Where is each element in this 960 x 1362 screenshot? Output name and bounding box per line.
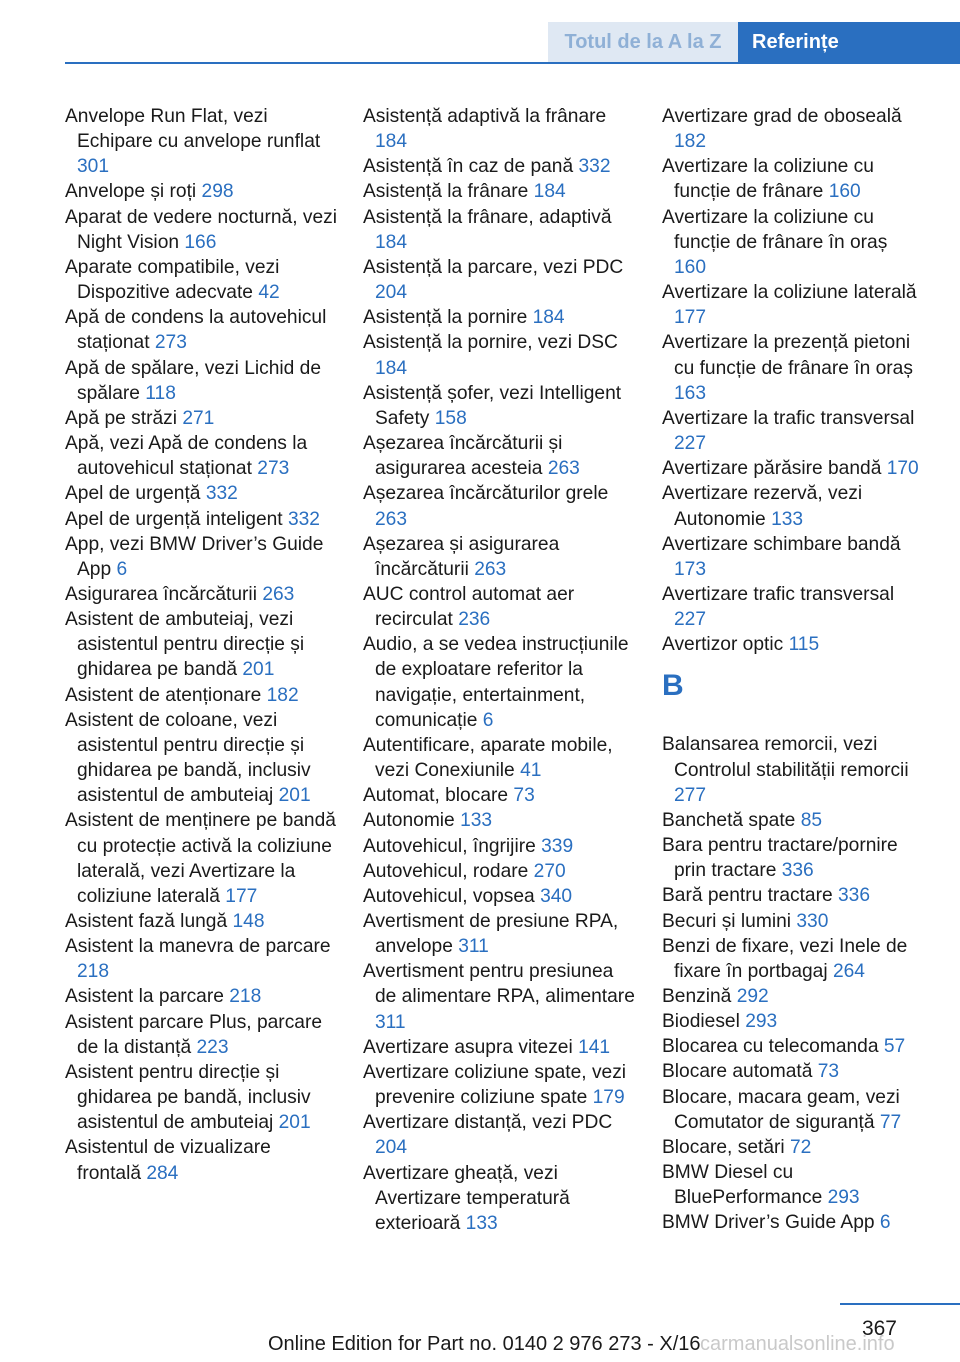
page-reference-link[interactable]: 118 xyxy=(145,382,176,404)
index-entry xyxy=(363,305,635,330)
index-entry-text: Automat, blocare xyxy=(363,785,509,807)
page-reference-link[interactable]: 177 xyxy=(225,885,258,907)
header-section-label: Totul de la A la Z xyxy=(564,30,722,53)
page-reference-link[interactable]: 182 xyxy=(266,684,299,706)
index-entry xyxy=(363,959,635,1034)
index-entry-text: Așezarea și asigurarea încărcăturii xyxy=(363,533,560,580)
index-entry-text: Asistență la pornire xyxy=(363,307,528,329)
index-entry-text: Asistență la parcare, vezi PDC xyxy=(363,256,624,278)
index-entry xyxy=(662,205,924,280)
index-entry xyxy=(662,104,924,154)
index-entry-text: Asistență la frânare xyxy=(363,181,529,203)
index-column-3 xyxy=(662,104,924,1236)
index-entry xyxy=(363,255,635,305)
index-entry xyxy=(65,104,337,179)
page-reference-link[interactable]: 73 xyxy=(817,1061,840,1083)
index-entry-text: Avertisment de presiune RPA, anvelope xyxy=(363,911,619,958)
page-reference-link[interactable]: 158 xyxy=(434,407,467,429)
index-entry xyxy=(662,1059,924,1084)
index-entry-text: Așezarea încărcăturii și asigurarea acesteia xyxy=(363,433,563,480)
index-entry-text: Apă de spălare, vezi Lichid de spălare xyxy=(65,357,321,404)
page-reference-link[interactable]: 263 xyxy=(375,508,408,530)
index-entry xyxy=(363,381,635,431)
index-entry-text: Avertizare la coliziune laterală xyxy=(662,282,917,304)
page-reference-link[interactable]: 201 xyxy=(278,1112,311,1134)
index-entry-text: Apă de condens la autovehicul staționat xyxy=(65,307,327,354)
index-entry xyxy=(65,507,337,532)
page-reference-link[interactable]: 271 xyxy=(182,407,215,429)
page-reference-link[interactable]: 311 xyxy=(458,936,489,958)
page-reference-link[interactable]: 42 xyxy=(258,282,280,304)
index-entry-text: Aparate compatibile, vezi Dispozitive adecvate xyxy=(65,256,280,304)
page-reference-link[interactable]: 298 xyxy=(201,181,234,203)
index-entry xyxy=(65,406,337,431)
index-entry xyxy=(363,582,635,632)
index-entry xyxy=(363,808,635,833)
index-entry xyxy=(363,859,635,884)
index-entry-text: Apel de urgență xyxy=(65,483,201,505)
index-entry xyxy=(662,456,924,481)
page-reference-link[interactable]: 292 xyxy=(736,986,769,1007)
page-reference-link[interactable]: 6 xyxy=(116,558,128,580)
index-entry-text: Autovehicul, îngrijire xyxy=(363,835,536,857)
index-entry-text: Avertizare grad de oboseală xyxy=(662,106,902,127)
header-active-label: Referințe xyxy=(752,30,839,53)
index-entry-text: Asistent pentru direcție și ghidarea pe bandă, inclusiv asistentul de ambuteiaj xyxy=(65,1061,311,1134)
page-reference-link[interactable]: 184 xyxy=(375,231,408,253)
page-reference-link[interactable]: 141 xyxy=(578,1036,611,1058)
index-entry xyxy=(662,481,924,531)
index-entry xyxy=(363,104,635,154)
page-reference-link[interactable]: 184 xyxy=(375,357,408,379)
index-entry xyxy=(65,984,337,1009)
index-entry xyxy=(662,1034,924,1059)
page-reference-link[interactable]: 218 xyxy=(77,961,110,983)
index-entry-text: Aparat de vedere nocturnă, vezi Night Vision xyxy=(65,206,337,253)
index-entry xyxy=(363,330,635,380)
index-entry xyxy=(363,179,635,204)
index-entry-text: BMW Driver’s Guide App xyxy=(662,1212,875,1234)
page-reference-link[interactable]: 340 xyxy=(540,885,573,907)
index-entry xyxy=(662,154,924,204)
index-entry-text: Asistent de atenționare xyxy=(65,684,262,706)
index-entry xyxy=(65,481,337,506)
index-entry-text: Autonomie xyxy=(363,810,455,832)
index-entry-text: AUC control automat aer recirculat xyxy=(363,583,575,631)
index-entry xyxy=(65,683,337,708)
page-reference-link[interactable]: 73 xyxy=(513,785,535,807)
index-entry xyxy=(662,1210,924,1235)
index-entry-text: Benzină xyxy=(662,986,732,1007)
index-entry-text: Avertizare la coliziune cu funcție de frânare în oraș xyxy=(662,206,888,253)
index-entry-text: Blocare automată xyxy=(662,1061,813,1083)
index-entry xyxy=(363,431,635,481)
page-reference-link[interactable]: 277 xyxy=(674,784,707,806)
index-entry xyxy=(662,1009,924,1034)
index-entry xyxy=(363,1161,635,1236)
index-entry xyxy=(662,1085,924,1135)
page-reference-link[interactable]: 284 xyxy=(146,1162,179,1184)
index-entry xyxy=(65,179,337,204)
index-entry xyxy=(662,1160,924,1210)
page-reference-link[interactable]: 6 xyxy=(879,1212,891,1234)
index-entry xyxy=(662,532,924,582)
page-reference-link[interactable]: 204 xyxy=(375,1137,408,1159)
index-entry-text: Becuri și lumini xyxy=(662,910,792,932)
page-reference-link[interactable]: 311 xyxy=(375,1011,406,1033)
index-entry xyxy=(65,431,337,481)
page-reference-link[interactable]: 330 xyxy=(796,910,829,932)
page-reference-link[interactable]: 301 xyxy=(77,156,110,178)
index-entry-text: Asistent parcare Plus, parcare de la distanță xyxy=(65,1011,323,1058)
page-reference-link[interactable]: 236 xyxy=(458,609,491,631)
page-reference-link[interactable]: 133 xyxy=(465,1212,498,1234)
index-entry-text: Avertizare schimbare bandă xyxy=(662,533,901,555)
index-entry-text: Asistent la manevra de parcare xyxy=(65,936,331,958)
index-entry xyxy=(363,481,635,531)
page-reference-link[interactable]: 270 xyxy=(533,860,566,882)
index-entry xyxy=(363,783,635,808)
index-entry xyxy=(65,1135,337,1185)
index-entry xyxy=(662,909,924,934)
index-entry-text: Asigurarea încărcăturii xyxy=(65,583,257,605)
index-entry xyxy=(662,406,924,456)
index-entry-text: Asistență șofer, vezi Intelligent Safety xyxy=(363,382,622,429)
index-entry xyxy=(65,934,337,984)
index-entry-text: Asistență la frânare, adaptivă xyxy=(363,206,612,228)
index-entry-text: Avertizare rezervă, vezi Autonomie xyxy=(662,483,863,530)
index-entry-text: Asistent de coloane, vezi asistentul pentru direcție și ghidarea pe bandă, inclusiv asistentul de ambuteiaj xyxy=(65,709,311,807)
index-entry xyxy=(65,532,337,582)
page-reference-link[interactable]: 293 xyxy=(827,1187,860,1209)
page-reference-link[interactable]: 339 xyxy=(541,835,574,857)
index-entry-text: Avertizare coliziune spate, vezi prevenire coliziune spate xyxy=(363,1061,627,1109)
page-reference-link[interactable]: 184 xyxy=(532,307,565,329)
index-entry xyxy=(662,808,924,833)
index-entry-text: Apă, vezi Apă de condens la autovehicul staționat xyxy=(65,433,308,480)
index-entry-text: Anvelope Run Flat, vezi Echipare cu anvelope runflat xyxy=(65,106,321,153)
page-reference-link[interactable]: 264 xyxy=(832,960,865,982)
page-reference-link[interactable]: 184 xyxy=(533,181,566,203)
page-reference-link[interactable]: 115 xyxy=(788,634,820,656)
index-entry xyxy=(363,834,635,859)
page-reference-link[interactable]: 182 xyxy=(674,131,707,153)
index-entry xyxy=(363,532,635,582)
index-entry xyxy=(65,1060,337,1135)
page-reference-link[interactable]: 77 xyxy=(879,1111,902,1133)
index-entry xyxy=(65,255,337,305)
index-entry-text: Avertizare trafic transversal xyxy=(662,583,895,605)
index-entry-text: Asistent fază lungă xyxy=(65,911,228,932)
index-entry-text: Avertizare la trafic transversal xyxy=(662,407,915,429)
page-reference-link[interactable]: 170 xyxy=(886,458,919,480)
index-column-2 xyxy=(363,104,635,1236)
index-entry-text: Avertizare la prezență pietoni cu funcție de frânare în oraș xyxy=(662,332,913,379)
page-reference-link[interactable]: 227 xyxy=(674,433,707,455)
page-reference-link[interactable]: 166 xyxy=(184,231,217,253)
index-entry xyxy=(363,909,635,959)
page-reference-link[interactable]: 332 xyxy=(287,508,320,530)
index-entry xyxy=(662,582,924,632)
page-reference-link[interactable]: 160 xyxy=(674,256,707,278)
index-entry-text: Bară pentru tractare xyxy=(662,885,833,907)
page-reference-link[interactable]: 336 xyxy=(838,885,871,907)
index-entry xyxy=(363,884,635,909)
page-reference-link[interactable]: 227 xyxy=(674,609,707,631)
index-entry-text: Avertizor optic xyxy=(662,634,784,656)
index-entry xyxy=(363,205,635,255)
index-entry xyxy=(65,607,337,682)
index-entry-text: BMW Diesel cu BluePerformance xyxy=(662,1162,823,1209)
index-entry-text: Avertisment pentru presiunea de alimentare RPA, alimentare xyxy=(363,961,635,1008)
index-entry-text: Benzi de fixare, vezi Inele de fixare în portbagaj xyxy=(662,935,908,982)
index-entry-text: Balansarea remorcii, vezi Controlul stabilității remorcii xyxy=(662,734,909,781)
page-reference-link[interactable]: 293 xyxy=(745,1011,778,1033)
page-reference-link[interactable]: 332 xyxy=(578,156,611,178)
index-entry-text: Avertizare asupra vitezei xyxy=(363,1036,573,1058)
index-entry xyxy=(662,280,924,330)
index-entry-text: Avertizare părăsire bandă xyxy=(662,458,882,480)
index-entry-text: Asistență în caz de pană xyxy=(363,156,574,178)
index-letter-heading: B xyxy=(662,669,684,703)
page-reference-link[interactable]: 204 xyxy=(375,282,408,304)
index-entry xyxy=(65,708,337,809)
page-reference-link[interactable]: 201 xyxy=(242,659,275,681)
index-entry xyxy=(65,305,337,355)
page-reference-link[interactable]: 133 xyxy=(771,508,804,530)
page-reference-link[interactable]: 57 xyxy=(883,1036,906,1058)
index-entry xyxy=(363,733,635,783)
page-reference-link[interactable]: 72 xyxy=(789,1136,812,1158)
index-entry xyxy=(363,1035,635,1060)
index-entry-text: Biodiesel xyxy=(662,1011,740,1033)
index-entry-text: Blocare, macara geam, vezi Comutator de siguranță xyxy=(662,1086,900,1133)
index-entry-text: Bara pentru tractare/pornire prin tractare xyxy=(662,835,898,882)
header-section-tab xyxy=(548,22,738,62)
index-entry-text: Asistență la pornire, vezi DSC xyxy=(363,332,618,354)
watermark: carmanualsonline.info xyxy=(700,1333,895,1355)
index-entry xyxy=(662,1135,924,1160)
page-reference-link[interactable]: 184 xyxy=(375,131,408,153)
page-reference-link[interactable]: 133 xyxy=(460,810,493,832)
index-entry-text: Audio, a se vedea instrucțiunile de exploatare referitor la navigație, entertainment, comunicație xyxy=(363,634,629,731)
index-entry-text: Banchetă spate xyxy=(662,809,796,831)
index-entry xyxy=(65,582,337,607)
index-entry xyxy=(662,883,924,908)
header-active-tab xyxy=(738,22,960,62)
page-reference-link[interactable]: 332 xyxy=(205,483,238,505)
page-reference-link[interactable]: 163 xyxy=(674,382,707,404)
index-entry xyxy=(363,154,635,179)
footer-divider xyxy=(840,1303,960,1305)
index-entry xyxy=(363,1060,635,1110)
index-entry xyxy=(363,1110,635,1160)
page-reference-link[interactable]: 179 xyxy=(592,1087,625,1109)
index-entry-text: Avertizare la coliziune cu funcție de frânare xyxy=(662,156,874,203)
index-entry-text: Asistentul de vizualizare frontală xyxy=(65,1137,271,1184)
page-reference-link[interactable]: 41 xyxy=(520,760,542,782)
page-reference-link[interactable]: 223 xyxy=(196,1036,229,1058)
page-reference-link[interactable]: 6 xyxy=(482,709,494,731)
page-reference-link[interactable]: 273 xyxy=(154,332,187,354)
index-entry-text: Blocarea cu telecomanda xyxy=(662,1036,879,1058)
index-entry-text: Autovehicul, vopsea xyxy=(363,885,535,907)
page-reference-link[interactable]: 263 xyxy=(547,458,580,480)
index-entry xyxy=(662,330,924,405)
index-entry-text: Asistență adaptivă la frânare xyxy=(363,106,607,127)
index-entry xyxy=(65,205,337,255)
index-entry xyxy=(65,1010,337,1060)
index-entry xyxy=(363,632,635,733)
page-number: 367 xyxy=(861,1317,897,1340)
index-entry-text: Autentificare, aparate mobile, vezi Conexiunile xyxy=(363,734,613,782)
index-entry-text: Apel de urgență inteligent xyxy=(65,508,283,530)
index-entry xyxy=(662,632,924,657)
page-reference-link[interactable]: 177 xyxy=(674,307,707,329)
index-entry xyxy=(662,984,924,1009)
index-entry-text: Avertizare distanță, vezi PDC xyxy=(363,1112,613,1134)
page-reference-link[interactable]: 263 xyxy=(474,558,507,580)
index-entry-text: Blocare, setări xyxy=(662,1136,785,1158)
index-entry xyxy=(65,909,337,934)
edition-line: Online Edition for Part no. 0140 2 976 273 - X/16 xyxy=(268,1333,701,1355)
index-entry-text: Așezarea încărcăturilor grele xyxy=(363,483,609,505)
index-entry xyxy=(662,732,924,807)
index-column-1 xyxy=(65,104,337,1186)
index-entry-text: Avertizare gheață, vezi Avertizare temperatură exterioară xyxy=(363,1162,570,1234)
index-entry xyxy=(65,808,337,909)
index-entry xyxy=(662,833,924,883)
page-reference-link[interactable]: 218 xyxy=(229,986,262,1008)
index-entry-text: Asistent la parcare xyxy=(65,986,224,1008)
index-entry xyxy=(662,934,924,984)
page-reference-link[interactable]: 160 xyxy=(828,181,861,203)
index-entry-text: App, vezi BMW Driver’s Guide App xyxy=(65,533,324,580)
index-entry-text: Asistent de menținere pe bandă cu protecție activă la coliziune laterală, vezi Avertizare la coliziune laterală xyxy=(65,810,336,907)
index-entry-text: Asistent de ambuteiaj, vezi asistentul pentru direcție și ghidarea pe bandă xyxy=(65,609,305,681)
page-reference-link[interactable]: 85 xyxy=(800,809,823,831)
index-entry xyxy=(65,356,337,406)
page-reference-link[interactable]: 273 xyxy=(257,458,290,480)
header-divider xyxy=(65,62,960,64)
page-reference-link[interactable]: 173 xyxy=(674,558,707,580)
index-entry-text: Apă pe străzi xyxy=(65,407,177,429)
index-entry-text: Anvelope și roți xyxy=(65,181,197,203)
index-entry-text: Autovehicul, rodare xyxy=(363,860,529,882)
page-reference-link[interactable]: 263 xyxy=(262,583,295,605)
page-reference-link[interactable]: 201 xyxy=(278,785,311,807)
page-reference-link[interactable]: 336 xyxy=(781,860,814,882)
page-reference-link[interactable]: 148 xyxy=(232,911,265,932)
